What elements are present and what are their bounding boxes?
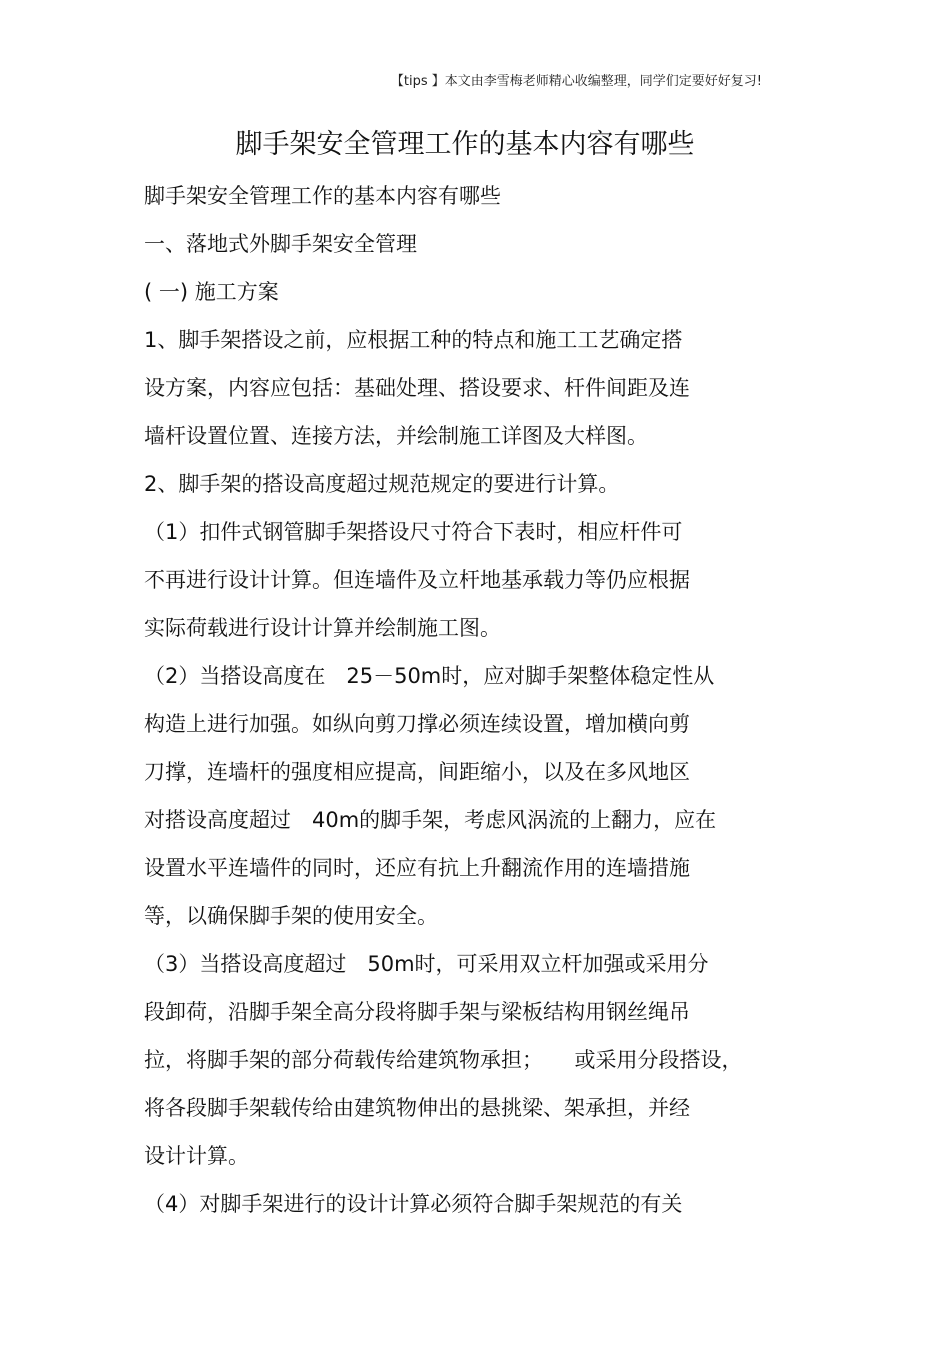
tips-header: 【tips 】本文由李雪梅老师精心收编整理，同学们定要好好复习! [390,74,762,89]
body-line: 不再进行设计计算。但连墙件及立杆地基承载力等仍应根据 [144,568,690,592]
body-line: 2、脚手架的搭设高度超过规范规定的要进行计算。 [144,472,620,496]
body-line: 构造上进行加强。如纵向剪刀撑必须连续设置，增加横向剪 [144,712,690,736]
body-line: （3）当搭设高度超过 50m时，可采用双立杆加强或采用分 [144,952,709,976]
section-heading: 一、落地式外脚手架安全管理 [144,232,417,256]
body-line: （2）当搭设高度在 25－50m时，应对脚手架整体稳定性从 [144,664,715,688]
body-line: 设计计算。 [144,1144,249,1168]
body-line: 对搭设高度超过 40m的脚手架，考虑风涡流的上翻力，应在 [144,808,717,832]
body-line: 设置水平连墙件的同时，还应有抗上升翻流作用的连墙措施 [144,856,690,880]
body-line: 等，以确保脚手架的使用安全。 [144,904,438,928]
document-title: 脚手架安全管理工作的基本内容有哪些 [235,129,695,160]
body-line: （4）对脚手架进行的设计计算必须符合脚手架规范的有关 [144,1192,683,1216]
body-line: 段卸荷，沿脚手架全高分段将脚手架与梁板结构用钢丝绳吊 [144,1000,690,1024]
section-heading: 脚手架安全管理工作的基本内容有哪些 [144,184,501,208]
body-line: 实际荷载进行设计计算并绘制施工图。 [144,616,501,640]
body-line: 将各段脚手架载传给由建筑物伸出的悬挑梁、架承担，并经 [144,1096,690,1120]
body-line: 设方案，内容应包括：基础处理、搭设要求、杆件间距及连 [144,376,690,400]
body-line: 墙杆设置位置、连接方法，并绘制施工详图及大样图。 [144,424,648,448]
body-line: （1）扣件式钢管脚手架搭设尺寸符合下表时，相应杆件可 [144,520,683,544]
body-line: 1、脚手架搭设之前，应根据工种的特点和施工工艺确定搭 [144,328,683,352]
subsection-heading: ( 一) 施工方案 [144,280,279,304]
body-line: 拉，将脚手架的部分荷载传给建筑物承担； 或采用分段搭设， [144,1048,743,1072]
body-line: 刀撑，连墙杆的强度相应提高，间距缩小，以及在多风地区 [144,760,690,784]
